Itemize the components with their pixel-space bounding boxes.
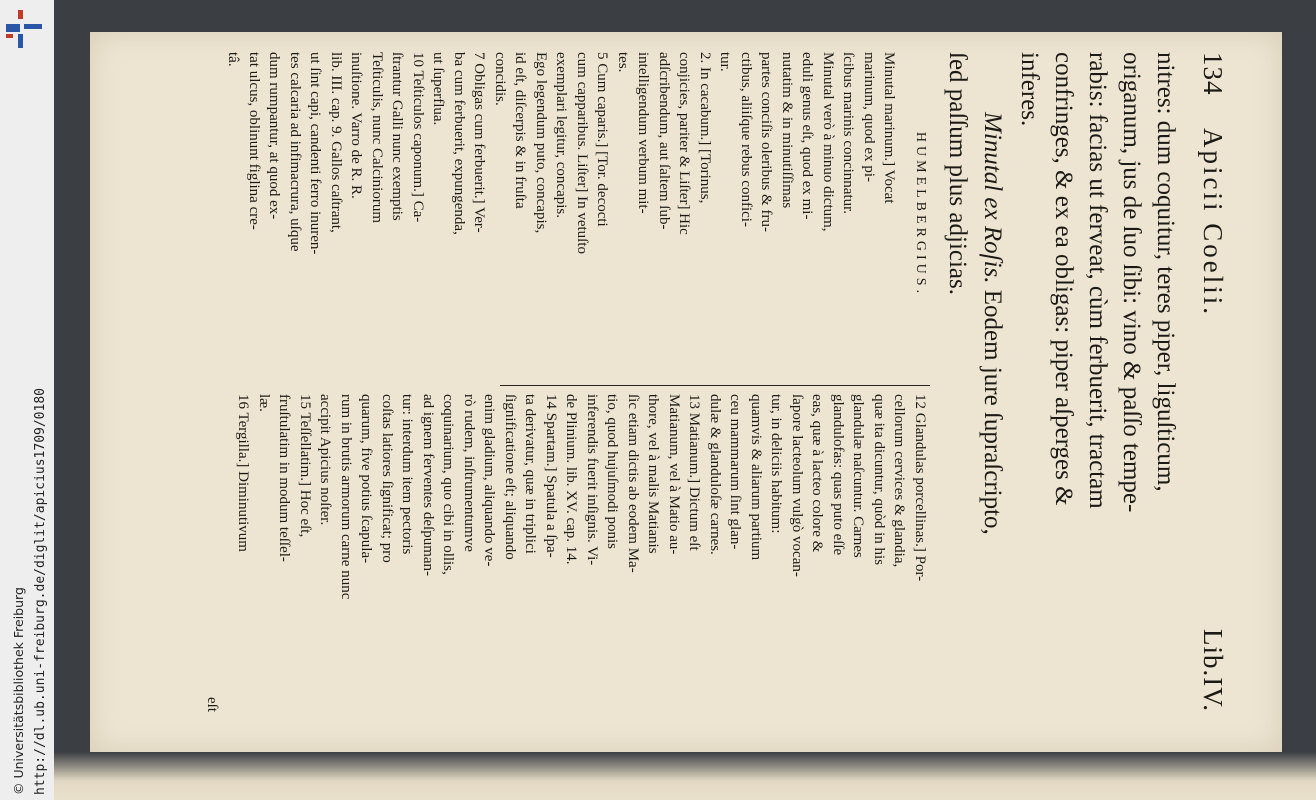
recipe-title: Minutal ex Roſis.: [979, 112, 1006, 284]
note-line: de Plinium. lib. XV. cap. 14.: [563, 394, 580, 565]
copyright-notice: © Universitätsbibliothek Freiburg: [11, 587, 26, 795]
page-number: 134: [1198, 52, 1228, 96]
main-text-line: rabis: facias ut ferveat, cùm ferbuerit, tractam: [1084, 52, 1111, 509]
note-line: 5 Cum caparis.] [Tor. decocti: [594, 52, 611, 227]
book-section: Lib.IV.: [1198, 628, 1228, 712]
note-line: 14 Spartam.] Spatula a ſpa-: [543, 394, 559, 558]
note-line: Minutal verò à minuo dictum,: [820, 52, 836, 232]
scanned-page-area: [54, 0, 1316, 800]
note-line: tur: interdum item pectoris: [399, 394, 416, 555]
running-title: Apicii Coelii.: [1198, 128, 1228, 317]
note-line: ſic etiam dictis ab eodem Ma-: [625, 394, 641, 573]
note-line: ut ſuperflua.: [430, 52, 447, 126]
note-line: cellorum cervices & glandia,: [891, 394, 908, 568]
note-line: accipit Apicius noſter.: [317, 394, 334, 526]
notes-heading: HUMELBERGIUS.: [913, 131, 928, 298]
column-divider: [500, 385, 930, 386]
catchword: eſt: [204, 697, 220, 712]
note-line: 7 Obligas cum ferbuerit.] Ver-: [471, 52, 488, 233]
book-page: [90, 32, 1282, 752]
note-line: ba cum ferbuerit, expungenda,: [451, 52, 467, 235]
note-line: dulæ & glanduloſæ carnes.: [707, 394, 723, 555]
note-line: ſcibus marinis concinnatur.: [840, 52, 857, 215]
note-line: coquinarium, quo cibi in ollis,: [440, 394, 457, 575]
note-line: exemplari legitur, concapis.: [553, 52, 570, 219]
note-line: quamvis & aliarum partium: [748, 394, 764, 561]
note-line: glandulæ naſcuntur. Carnes: [850, 394, 867, 558]
note-line: ſignificatione eſt; aliquando: [502, 394, 518, 560]
note-line: partes conciſis oleribus & fru-: [758, 52, 775, 232]
note-line: rum in brutis armorum carne nunc: [338, 394, 354, 600]
main-text-line: ſed paſſum plus adjicias.: [944, 52, 971, 296]
note-line: coſtas latiores ſignificat; pro: [379, 394, 395, 563]
note-line: inuſtione. Varro de R. R.: [348, 52, 365, 199]
rotated-page-text: [150, 52, 1230, 732]
note-line: Matianum, vel à Matio au-: [666, 394, 682, 555]
note-line: tur.: [717, 52, 734, 72]
note-line: marinum, quod ex pi-: [861, 52, 877, 182]
facing-page-edge: [54, 752, 1316, 800]
note-line: quæ ita dicuntur, quòd in his: [871, 394, 887, 566]
note-line: tâ.: [225, 52, 242, 67]
note-line: Ego legendum puto, concapis,: [533, 52, 549, 234]
note-line: 2. In cacabum.] [Torinus,: [697, 52, 713, 204]
main-text-line: inferes.: [1016, 52, 1043, 127]
note-line: 12 Glandulas porcellinas.] Por-: [912, 394, 928, 582]
source-url[interactable]: http://dl.ub.uni-freiburg.de/diglit/apicius1709/0180: [33, 388, 48, 795]
note-line: ta derivatur, quæ in triplici: [522, 394, 539, 554]
note-line: conjicies, pariter & Liſter] Hic: [676, 52, 693, 235]
recipe-text: Eodem jure ſupraſcripto,: [979, 289, 1006, 535]
main-text-line: origanum, jus de ſuo ſibi: vino & paſſo tempe-: [1118, 52, 1145, 513]
note-line: dum rumpantur, at quod ex-: [266, 52, 283, 220]
note-line: Minutal marinum.] Vocat: [881, 52, 898, 204]
note-line: cum capparibus. Liſter] In vetuſto: [574, 52, 590, 255]
note-line: enim gladium, aliquando ve-: [481, 394, 498, 567]
library-logo-icon[interactable]: [4, 8, 44, 52]
note-line: id eſt, diſcerpis & in fruſta: [512, 52, 529, 209]
note-line: quarum, five potius ſcapula-: [358, 394, 375, 564]
notes-column-right: [233, 394, 930, 719]
note-line: læ.: [256, 394, 272, 412]
note-line: eduli genus eſt, quod ex mi-: [799, 52, 816, 220]
note-line: 10 Teſticulos caponum.] Ca-: [410, 52, 426, 223]
note-line: glandulofas: quas puto eſſe: [830, 394, 846, 556]
running-head: [1188, 52, 1228, 712]
note-line: tur, in deliciis habitum:: [768, 394, 785, 534]
note-line: 15 Teſſellatim.] Hoc eſt,: [297, 394, 313, 538]
main-text-line: nitres: dum coquitur, teres piper, liguſticum,: [1152, 52, 1179, 492]
note-line: 16 Tergilla.] Diminutivum: [235, 394, 252, 552]
note-line: fruſtulatim in modum teſſel-: [276, 394, 293, 562]
note-line: inferendis fuerit inſignis. Vi-: [584, 394, 600, 566]
note-line: tes.: [615, 52, 631, 73]
note-line: concidis.: [492, 52, 508, 106]
note-line: intelligendum verbum mit-: [635, 52, 652, 214]
note-line: ut ſint capi, candenti ferro inuren-: [307, 52, 324, 255]
note-line: ſapore lacteolum vulgò vocan-: [789, 394, 805, 577]
recipe-heading: [978, 112, 1006, 535]
note-line: ctibus, aliiſque rebus confici-: [738, 52, 754, 227]
note-line: ſtrantur Galli nunc exemptis: [389, 52, 406, 221]
note-line: ceu mammarum ſint glan-: [727, 394, 744, 550]
note-line: tes calcaria ad infimacrura, uſque: [287, 52, 303, 252]
note-line: eas, quæ à lacteo colore &: [809, 394, 826, 553]
note-line: rò rudem, inſtrumentumve: [461, 394, 477, 552]
note-line: ad ignem ferventes deſpuman-: [420, 394, 436, 577]
notes-column-left: [223, 52, 930, 377]
note-line: tat ulcus, oblinunt figlina cre-: [246, 52, 262, 230]
viewer-sidebar: [0, 0, 55, 800]
note-line: tio, quod hujuſmodi ponis: [604, 394, 621, 550]
note-line: 13 Matianum.] Dictum eſt: [686, 394, 703, 551]
note-line: adſcribendum, aut ſaltem ſub-: [656, 52, 672, 230]
note-line: thore, vel à malis Matianis: [645, 394, 662, 554]
note-line: lib. III. cap. 9. Gallos caſtrant,: [328, 52, 344, 233]
note-line: Teſticulis, nunc Calciniorum: [369, 52, 385, 223]
note-line: nutatim & in minutiſſimas: [779, 52, 795, 209]
main-text-line: confringes, & ex ea obligas: piper aſperges &: [1050, 52, 1077, 506]
